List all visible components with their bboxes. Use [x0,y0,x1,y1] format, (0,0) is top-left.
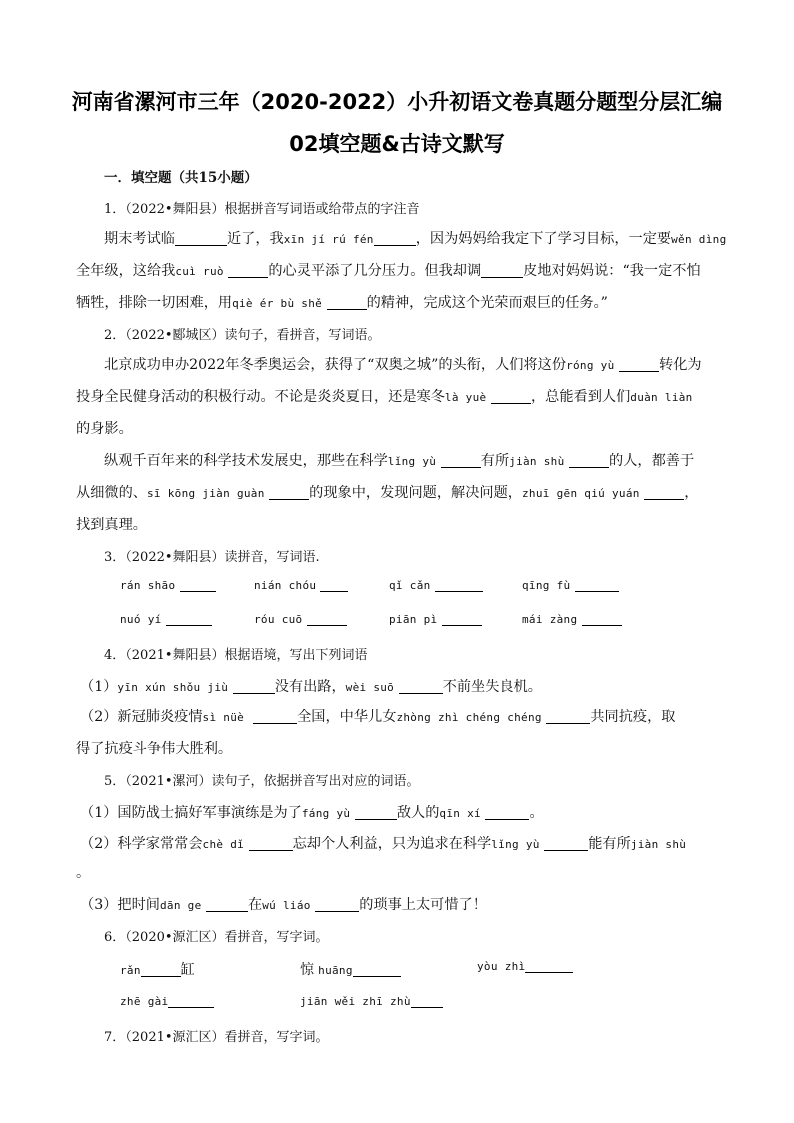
answer-blank [442,612,482,626]
pinyin-text: sī kōng jiàn guàn [146,487,265,500]
pinyin-text: qǐ cǎn [389,579,431,592]
answer-blank [315,897,359,912]
q2-p1-line-3: 的身影。 [76,421,133,437]
answer-blank [374,231,416,246]
text-segment: 的现象中，发现问题，解决问题， [309,485,522,501]
q2-p2-line-1 [104,450,694,470]
pinyin-text: sì nüè [202,711,245,724]
question-6-heading: 6．（2020•源汇区）看拼音，写字词。 [104,930,329,945]
answer-blank [353,963,401,977]
answer-blank [206,897,248,912]
answer-blank [141,963,181,977]
answer-blank [180,578,216,592]
pinyin-text: cuì ruò [175,265,224,278]
text-segment: 的心灵平添了几分压力。但我却调 [268,263,482,279]
q3-item-7 [389,612,482,627]
text-segment: 敌人的 [396,805,440,821]
pinyin-text: mái zàng [522,613,578,626]
question-2-heading: 2．（2022•郾城区）读句子，看拼音，写词语。 [104,328,381,343]
text-segment: 不前坐失良机。 [442,679,542,695]
answer-blank [233,679,275,694]
pinyin-text: wèi suō [345,681,395,694]
pinyin-text: róng yù [566,359,615,372]
q6-item-2 [300,959,401,979]
question-7-heading: 7．（2021•源汇区）看拼音，写字词。 [104,1030,329,1045]
pinyin-text: qīng fù [522,579,571,592]
pinyin-text: yīn xún shǒu jiù [117,681,229,694]
text-segment: ，总能看到人们 [530,389,631,405]
pinyin-text: chè dǐ [202,838,245,851]
answer-blank [307,612,347,626]
text-segment: （1）国防战士搞好军事演练是为了 [80,805,302,821]
q2-p1-line-2 [76,386,693,406]
pinyin-text: lǐng yù [491,838,540,851]
text-segment: 从细微的、 [76,485,147,501]
pinyin-text: rán shāo [120,579,176,592]
pinyin-text: fáng yù [301,807,351,820]
q6-item-4 [120,994,214,1009]
answer-blank [544,836,588,851]
answer-blank [269,485,309,500]
q1-line-3 [76,292,608,312]
pinyin-text: rǎn [120,964,141,977]
q4-sentence-1 [80,676,542,696]
text-segment: 在 [248,897,263,913]
text-segment: 牺牲，排除一切困难，用 [76,295,233,311]
answer-blank [228,263,268,278]
pinyin-text: huāng [318,964,353,977]
q4-sentence-2 [80,706,675,726]
text-segment: 全年级，这给我 [76,263,176,279]
answer-blank [320,578,348,592]
q2-p1-line-1 [104,354,702,374]
answer-blank [525,959,573,973]
pinyin-text: zhē gài [120,995,169,1008]
text-segment: （2）科学家常常会 [80,836,203,852]
q5-sentence-2 [80,833,686,853]
q3-item-4 [522,578,619,593]
q3-item-2 [254,578,348,593]
q4-sentence-2-cont: 得了抗疫斗争伟大胜利。 [76,741,233,757]
document-subtitle: 02填空题&古诗文默写 [289,132,505,156]
pinyin-text: zhuī gēn qiú yuán [521,487,640,500]
answer-blank [644,485,684,500]
answer-blank [485,805,529,820]
pinyin-text: róu cuō [254,613,303,626]
text-segment: ，因为妈妈给我定下了学习目标，一定要 [415,231,672,247]
q3-item-5 [120,612,212,627]
answer-blank [253,709,297,724]
answer-blank [411,994,443,1008]
text-segment: 能有所 [588,836,631,852]
pinyin-text: wú liáo [262,899,311,912]
q5-sentence-2-cont: 。 [76,865,91,881]
q3-item-1 [120,578,216,593]
text-segment: ， [684,485,699,501]
q6-item-3 [477,959,573,974]
pinyin-text: jiàn shù [509,455,565,468]
text-segment: 全国，中华儿女 [297,709,397,725]
q2-p2-line-2 [76,482,698,502]
answer-blank [355,805,397,820]
answer-blank [175,231,227,246]
question-4-heading: 4．（2021•舞阳县）根据语境，写出下列词语 [104,648,368,663]
q3-item-3 [389,578,483,593]
document-title: 河南省漯河市三年（2020-2022）小升初语文卷真题分题型分层汇编 [71,90,723,114]
pinyin-text: lǐng yù [387,455,437,468]
question-5-heading: 5．（2021•漯河）读句子，依据拼音写出对应的词语。 [104,774,420,789]
q3-item-8 [522,612,622,627]
pinyin-text: yòu zhì [477,960,526,973]
text-segment: 忘却个人利益，只为追求在科学 [292,836,492,852]
answer-blank [435,578,483,592]
pinyin-text: qiè ér bù shě [232,297,323,310]
text-segment: 转化为 [659,357,702,373]
text-segment: 期末考试临 [104,231,175,247]
text-segment: 没有出路， [274,679,346,695]
pinyin-text: xīn jí rú fén [283,233,374,246]
pinyin-text: jiàn shù [630,838,687,851]
text-segment: 近了，我 [226,231,284,247]
text-segment: 的精神，完成这个光荣而艰巨的任务。” [366,295,608,311]
pinyin-text: nuó yí [120,613,162,626]
pinyin-text: jiān wěi zhī zhù [300,995,411,1008]
section-heading: 一．填空题（共15小题） [104,170,258,186]
text-segment: 纵观千百年来的科学技术发展史，那些在科学 [104,453,388,469]
answer-blank [441,453,481,468]
q1-line-1 [104,228,727,248]
text-segment: 共同抗疫，取 [590,709,676,725]
pinyin-text: dān ge [159,899,202,912]
pinyin-text: qīn xí [439,807,481,820]
answer-blank [327,295,367,310]
text-segment: 北京成功申办2022年冬季奥运会，获得了“双奥之城”的头衔，人们将这份 [104,357,567,373]
text-segment: 有所 [480,453,510,469]
text-segment: 缸 [180,962,195,978]
text-segment: 的琐事上太可惜了！ [359,897,487,913]
answer-blank [582,612,622,626]
answer-blank [168,994,214,1008]
pinyin-text: wěn dìng [671,233,727,246]
answer-blank [249,836,293,851]
text-segment: 惊 [300,962,314,978]
text-segment: 投身全民健身活动的积极行动。不论是炎炎夏日，还是寒冬 [76,389,445,405]
q5-sentence-1 [80,802,544,822]
answer-blank [166,612,212,626]
answer-blank [569,453,609,468]
text-segment: 皮地对妈妈说：“我一定不怕 [523,263,701,279]
answer-blank [491,389,531,404]
text-segment: （1） [80,679,118,695]
answer-blank [619,357,659,372]
q2-p2-line-3: 找到真理。 [76,517,147,533]
pinyin-text: piān pì [389,613,438,626]
question-1-heading: 1．（2022•舞阳县）根据拼音写词语或给带点的字注音 [104,202,420,217]
answer-blank [546,709,590,724]
pinyin-text: nián chóu [254,579,317,592]
q6-item-5 [300,994,443,1009]
q3-item-6 [254,612,347,627]
pinyin-text: zhòng zhì chéng chéng [396,711,542,724]
q1-line-2 [76,260,701,280]
text-segment: 的人，都善于 [609,453,695,469]
question-3-heading: 3．（2022•舞阳县）读拼音，写词语. [104,550,320,565]
text-segment: 。 [529,805,544,821]
answer-blank [399,679,443,694]
answer-blank [481,263,523,278]
pinyin-text: duàn liàn [630,391,693,404]
q5-sentence-3 [80,894,487,914]
text-segment: （3）把时间 [80,897,160,913]
answer-blank [575,578,619,592]
q6-item-1 [120,959,195,979]
text-segment: （2）新冠肺炎疫情 [80,709,203,725]
pinyin-text: là yuè [444,391,487,404]
